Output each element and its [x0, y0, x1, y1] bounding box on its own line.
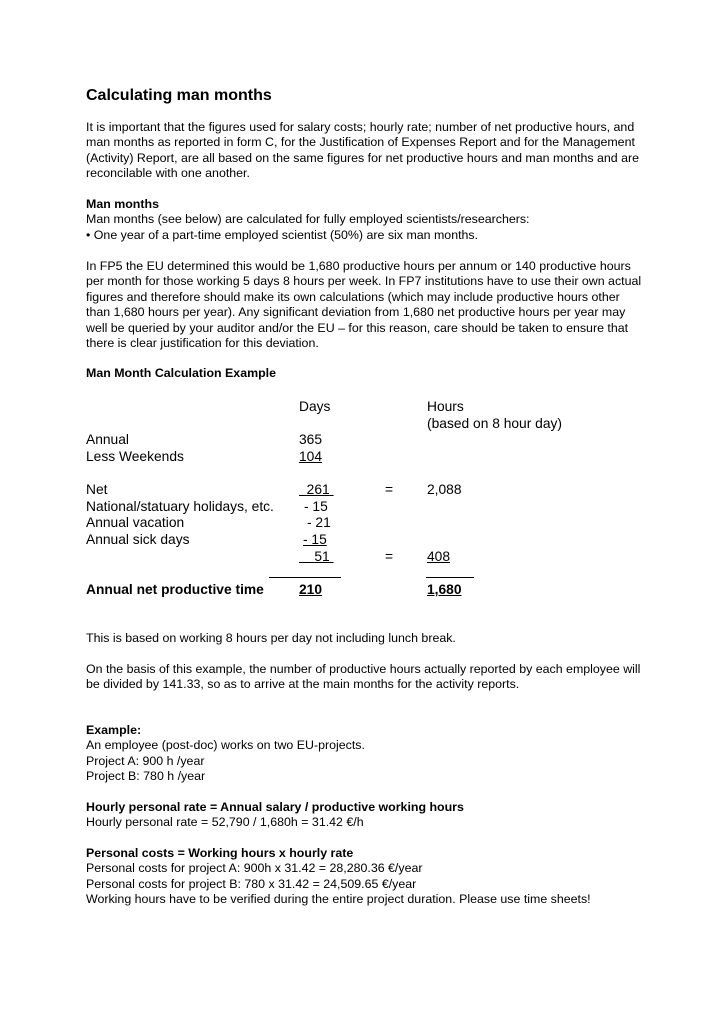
- hourly-rate-line: Hourly personal rate = 52,790 / 1,680h = 31.42 €/h: [86, 815, 364, 830]
- intro-paragraph: It is important that the figures used for salary costs; hourly rate; number of net productive hours, and man months as reported in form C, for the Justification of Expenses Report and for the Management (Activity) Report, are all based on the same figures for net productive hours and man months and are reconcilable with one another.: [86, 120, 640, 181]
- row-total-label: Annual net productive time: [86, 582, 264, 597]
- example-heading: Man Month Calculation Example: [86, 366, 277, 380]
- row-net-days: 261: [306, 482, 330, 497]
- row-total-hours: 1,680: [427, 582, 462, 597]
- total-rule-days: [269, 577, 341, 578]
- row-sick-days: - 15: [303, 532, 327, 547]
- basis-note: This is based on working 8 hours per day not including lunch break.: [86, 631, 456, 645]
- example-line-1: An employee (post-doc) works on two EU-projects.: [86, 738, 365, 753]
- personal-costs-line-1: Personal costs for project A: 900h x 31.42 = 28,280.36 €/year: [86, 861, 423, 876]
- hourly-rate-section: [86, 800, 646, 831]
- row-net-equals: =: [385, 482, 394, 497]
- basis-paragraph: On the basis of this example, the number of productive hours actually reported by each employee will be divided by 141.33, so as to arrive at the main months for the activity reports.: [86, 662, 641, 692]
- row-annual-label: Annual: [86, 432, 129, 447]
- row-vacation-days: - 21: [307, 515, 331, 530]
- row-sick-label: Annual sick days: [86, 532, 190, 547]
- row-vacation-label: Annual vacation: [86, 515, 185, 530]
- col-header-hours: Hours: [427, 399, 464, 414]
- personal-costs-section: [86, 846, 686, 908]
- row-net-hours: 2,088: [427, 482, 462, 497]
- example-line-3: Project B: 780 h /year: [86, 769, 206, 784]
- personal-costs-line-3: Working hours have to be verified during the entire project duration. Please use time sheets!: [86, 892, 591, 907]
- col-header-hours-sub: (based on 8 hour day): [427, 416, 562, 431]
- man-months-line: Man months (see below) are calculated for fully employed scientists/researchers:: [86, 212, 530, 227]
- row-weekends-days: 104: [299, 449, 323, 464]
- personal-costs-heading: Personal costs = Working hours x hourly rate: [86, 846, 354, 860]
- row-annual-days: 365: [299, 432, 323, 447]
- row-subtotal-days: 51: [314, 549, 330, 564]
- row-subtotal-hours: 408: [427, 549, 451, 564]
- personal-costs-line-2: Personal costs for project B: 780 x 31.42 = 24,509.65 €/year: [86, 876, 417, 891]
- example-label: Example:: [86, 723, 142, 737]
- row-subtotal-equals: =: [385, 549, 394, 564]
- example-line-2: Project A: 900 h /year: [86, 753, 205, 768]
- man-months-heading: Man months: [86, 197, 159, 211]
- example-section: [86, 723, 646, 785]
- row-net-label: Net: [86, 482, 108, 497]
- man-months-bullet: • One year of a part-time employed scientist (50%) are six man months.: [86, 227, 479, 242]
- bullet-icon: •: [86, 227, 91, 242]
- row-holidays-label: National/statuary holidays, etc.: [86, 499, 274, 514]
- total-rule-hours: [426, 577, 474, 578]
- fp5-paragraph: In FP5 the EU determined this would be 1,680 productive hours per annum or 140 productive hours per month for those working 5 days 8 hours per week. In FP7 institutions have to use their own actual figures and therefore should make its own calculations (which may include productive hours other than 1,680 hours per year). Any significant deviation from 1,680 net productive hours per year may well be queried by your auditor and/or the EU – for this reason, care should be taken to ensure that there is clear justification for this deviation.: [86, 259, 642, 351]
- row-weekends-label: Less Weekends: [86, 449, 184, 464]
- hourly-rate-heading: Hourly personal rate = Annual salary / productive working hours: [86, 800, 464, 814]
- page-title: Calculating man months: [86, 87, 272, 104]
- col-header-days: Days: [299, 399, 331, 414]
- row-holidays-days: - 15: [304, 499, 328, 514]
- row-total-days: 210: [299, 582, 323, 597]
- man-months-section: [86, 197, 646, 243]
